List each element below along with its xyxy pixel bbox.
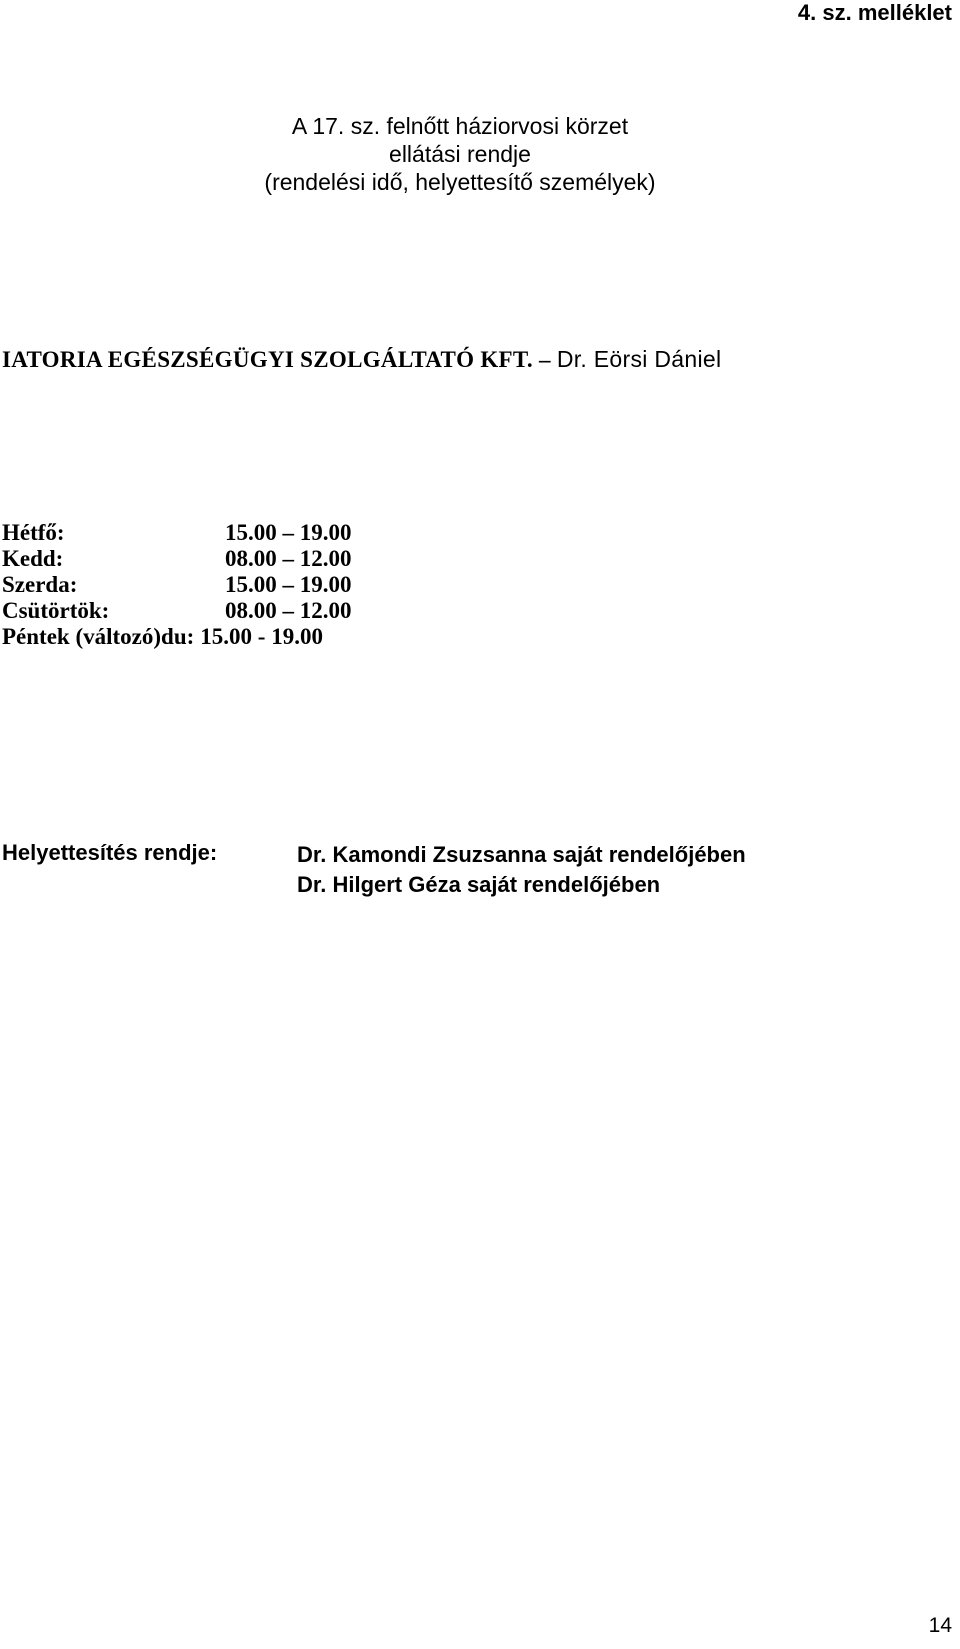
provider-company: IATORIA EGÉSZSÉGÜGYI SZOLGÁLTATÓ KFT. –	[2, 347, 551, 372]
office-hours-schedule	[2, 520, 352, 650]
schedule-day: Péntek (változó)du:	[2, 624, 195, 649]
schedule-hours: 15.00 – 19.00	[225, 520, 352, 545]
schedule-hours: 15.00 – 19.00	[225, 572, 352, 597]
schedule-hours: 15.00 - 19.00	[200, 624, 323, 649]
schedule-row-monday	[2, 520, 352, 546]
title-line-1: A 17. sz. felnőtt háziorvosi körzet	[291, 113, 629, 139]
schedule-row-thursday	[2, 598, 352, 624]
provider-line	[2, 346, 721, 373]
substitute-item: Dr. Kamondi Zsuzsanna saját rendelőjében	[297, 842, 746, 867]
title-line-2: ellátási rendje	[389, 141, 531, 167]
schedule-day: Szerda:	[2, 572, 78, 597]
substitute-item: Dr. Hilgert Géza saját rendelőjében	[297, 872, 661, 897]
document-title	[240, 112, 680, 196]
annex-label: 4. sz. melléklet	[797, 0, 952, 25]
schedule-hours: 08.00 – 12.00	[225, 598, 352, 623]
schedule-row-wednesday	[2, 572, 352, 598]
schedule-row-friday	[2, 624, 352, 650]
schedule-day: Csütörtök:	[2, 598, 110, 623]
schedule-day: Kedd:	[2, 546, 64, 571]
schedule-row-tuesday	[2, 546, 352, 572]
schedule-hours: 08.00 – 12.00	[225, 546, 352, 571]
schedule-day: Hétfő:	[2, 520, 65, 545]
title-line-3: (rendelési idő, helyettesítő személyek)	[264, 169, 656, 195]
provider-doctor: Dr. Eörsi Dániel	[556, 346, 722, 372]
page-number: 14	[928, 1614, 952, 1637]
substitute-list	[297, 840, 746, 900]
substitution-label: Helyettesítés rendje:	[2, 840, 218, 865]
